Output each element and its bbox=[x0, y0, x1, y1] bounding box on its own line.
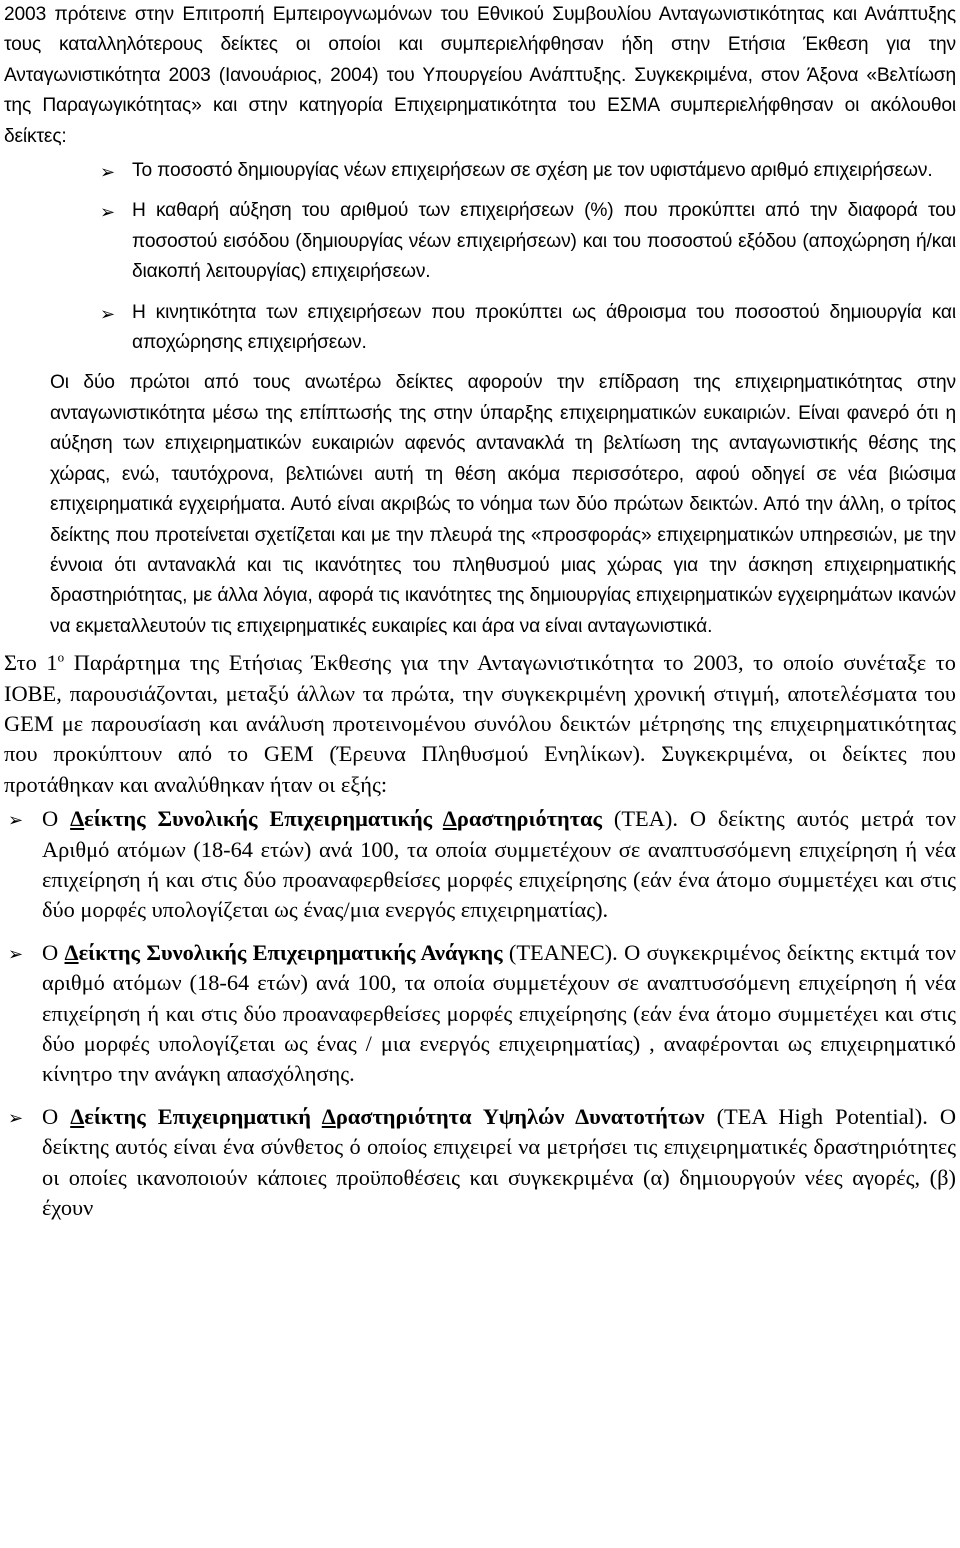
annex-paragraph bbox=[4, 648, 956, 800]
indicator-text: Το ποσοστό δημιουργίας νέων επιχειρήσεων σε σχέση με τον υφιστάμενο αριθμό επιχειρήσεων. bbox=[132, 160, 933, 182]
list-item bbox=[4, 1102, 956, 1224]
indicator-name bbox=[70, 806, 602, 831]
indicator-name-initial: Δ bbox=[442, 806, 457, 832]
indicator-text: Η κινητικότητα των επιχειρήσεων που προκύπτει ως άθροισμα του ποσοστού δημιουργία και αποχώρησης επιχειρήσεων. bbox=[132, 301, 956, 354]
intro-paragraph bbox=[4, 0, 956, 152]
list-item bbox=[4, 938, 956, 1090]
gem-indicator-list bbox=[4, 804, 956, 1223]
indicator-name-part: είκτης Επιχειρηματική bbox=[84, 1103, 322, 1129]
indicator-description: (TEA). Ο δείκτης αυτός μετρά τον Αριθμό ατόμων (18-64 ετών) ανά 100, τα οποία συμμετέχουν σε αναπτυσσόμενη επιχείρηση ή νέα επιχείρηση ή και στις δύο προαναφερθείσες μορφές επιχείρησης (εάν ένα άτομο συμμετέχει και στις δύο μορφές υπολογίζεται ως ένας/μια ενεργός επιχειρηματίας). bbox=[42, 806, 956, 923]
indicator-text: Η καθαρή αύξηση του αριθμού των επιχειρήσεων (%) που προκύπτει από την διαφορά του ποσοστού εισόδου (δημιουργίας νέων επιχειρήσεων) και του ποσοστού εξόδου (αποχώρηση ή/και διακοπή λειτουργίας) επιχειρήσεων. bbox=[132, 200, 956, 283]
indicator-name-initial: Δ bbox=[321, 1103, 336, 1129]
arrow-bullet-icon: ➢ bbox=[8, 810, 24, 832]
list-item bbox=[4, 804, 956, 926]
arrow-bullet-icon: ➢ bbox=[100, 303, 115, 325]
list-item bbox=[4, 298, 956, 359]
analysis-text: Οι δύο πρώτοι από τους ανωτέρω δείκτες αφορούν την επίδραση της επιχειρηματικότητας στην ανταγωνιστικότητα μέσω της επίπτωσής της στην ύπαρξης επιχειρηματικών ευκαιριών. Είναι φανερό ότι η αύξηση των επιχειρηματικών ευκαιριών αφενός αντανακλά τη βελτίωση της ανταγωνιστικής θέσης της χώρας, ενώ, ταυτόχρονα, βελτιώνει αυτή τη θέση ακόμα περισσότερο, αφού οδηγεί σε νέα βιώσιμα επιχειρηματικά εγχειρήματα. Αυτό είναι ακριβώς το νόημα των δύο πρώτων δεικτών. Από την άλλη, ο τρίτος δείκτης που προτείνεται σχετίζεται και με την πλευρά της «προσφοράς» επιχειρηματικών υπηρεσιών, με την έννοια ότι αντανακλά και τις ικανότητες του πληθυσμού μιας χώρας για την άσκηση επιχειρηματικής δραστηριότητας, με άλλα λόγια, αφορά τις ικανότητες της δημιουργίας επιχειρηματικών εγχειρημάτων ικανών να εκμεταλλευτούν τις επιχειρηματικές ευκαιρίες και άρα να είναι ανταγωνιστικά. bbox=[50, 372, 956, 637]
document-page bbox=[4, 0, 956, 1235]
indicator-name-initial: Δ bbox=[64, 939, 79, 965]
indicator-name bbox=[65, 940, 503, 965]
indicator-name-initial: Δ bbox=[70, 806, 85, 832]
indicator-list-container bbox=[4, 156, 956, 358]
indicator-name-part: είκτης Συνολικής Επιχειρηματικής Ανάγκης bbox=[78, 939, 503, 965]
indicator-list bbox=[4, 156, 956, 358]
arrow-bullet-icon: ➢ bbox=[100, 162, 115, 184]
analysis-paragraph bbox=[4, 368, 956, 642]
annex-text-start: Στο 1 bbox=[4, 650, 58, 676]
arrow-bullet-icon: ➢ bbox=[8, 943, 24, 965]
list-item bbox=[4, 196, 956, 287]
indicator-name-part: ραστηριότητας bbox=[456, 806, 602, 832]
arrow-bullet-icon: ➢ bbox=[100, 202, 115, 224]
list-item bbox=[4, 156, 956, 186]
intro-text: 2003 πρότεινε στην Επιτροπή Εμπειρογνωμόνων του Εθνικού Συμβουλίου Ανταγωνιστικότητας και Ανάπτυξης τους καταλληλότερους δείκτες οι οποίοι και συμπεριελήφθησαν ήδη στην Ετήσια Έκθεση για την Ανταγωνιστικότητα 2003 (Ιανουάριος, 2004) του Υπουργείου Ανάπτυξης. Συγκεκριμένα, στον Άξονα «Βελτίωση της Παραγωγικότητας» και στην κατηγορία Επιχειρηματικότητα του ΕΣΜΑ συμπεριελήφθησαν οι ακόλουθοι δείκτες: bbox=[4, 4, 956, 147]
indicator-description: (TEANEC). Ο συγκεκριμένος δείκτης εκτιμά τον αριθμό ατόμων (18-64 ετών) ανά 100, τα οποία συμμετέχουν σε αναπτυσσόμενη επιχείρηση ή νέα επιχείρηση ή και στις δύο προαναφερθείσες μορφές επιχείρησης (εάν ένα άτομο συμμετέχει και στις δύο μορφές υπολογίζεται ως ένας / μια ενεργός επιχειρηματίας) , αναφέρονται ως επιχειρηματικό κίνητρο την ανάγκη απασχόλησης. bbox=[42, 939, 956, 1087]
annex-text-body: Παράρτημα της Ετήσιας Έκθεσης για την Ανταγωνιστικότητα το 2003, το οποίο συνέταξε το ΙΟΒΕ, παρουσιάζονται, μεταξύ άλλων τα πρώτα, την συγκεκριμένη χρονική στιγμή, αποτελέσματα του GEM με παρουσίαση και ανάλυση προτεινομένου συνόλου δεικτών μέτρησης της επιχειρηματικότητας που προκύπτουν από το GEM (Έρευνα Πληθυσμού Ενηλίκων). Συγκεκριμένα, οι δείκτες που προτάθηκαν και αναλύθηκαν ήταν οι εξής: bbox=[4, 650, 956, 797]
indicator-name-part: είκτης Συνολικής Επιχειρηματικής bbox=[84, 806, 443, 832]
indicator-description: (TEA High Potential). Ο δείκτης αυτός είναι ένα σύνθετος ό οποίος επιχειρεί να μετρήσει τις επιχειρηματικές δραστηριότητες οι οποίες ικανοποιούν κάποιες προϋποθέσεις και συγκεκριμένα (α) δημιουργούν νέες αγορές, (β) έχουν bbox=[42, 1103, 956, 1221]
indicator-prefix: Ο bbox=[42, 806, 71, 832]
indicator-prefix: Ο bbox=[42, 939, 65, 965]
arrow-bullet-icon: ➢ bbox=[8, 1107, 24, 1129]
indicator-name-part: ραστηριότητα Υψηλών Δυνατοτήτων bbox=[335, 1103, 705, 1129]
ordinal-superscript: ο bbox=[57, 649, 65, 665]
indicator-prefix: Ο bbox=[42, 1103, 71, 1129]
indicator-name-initial: Δ bbox=[70, 1103, 85, 1129]
indicator-name bbox=[70, 1104, 704, 1129]
